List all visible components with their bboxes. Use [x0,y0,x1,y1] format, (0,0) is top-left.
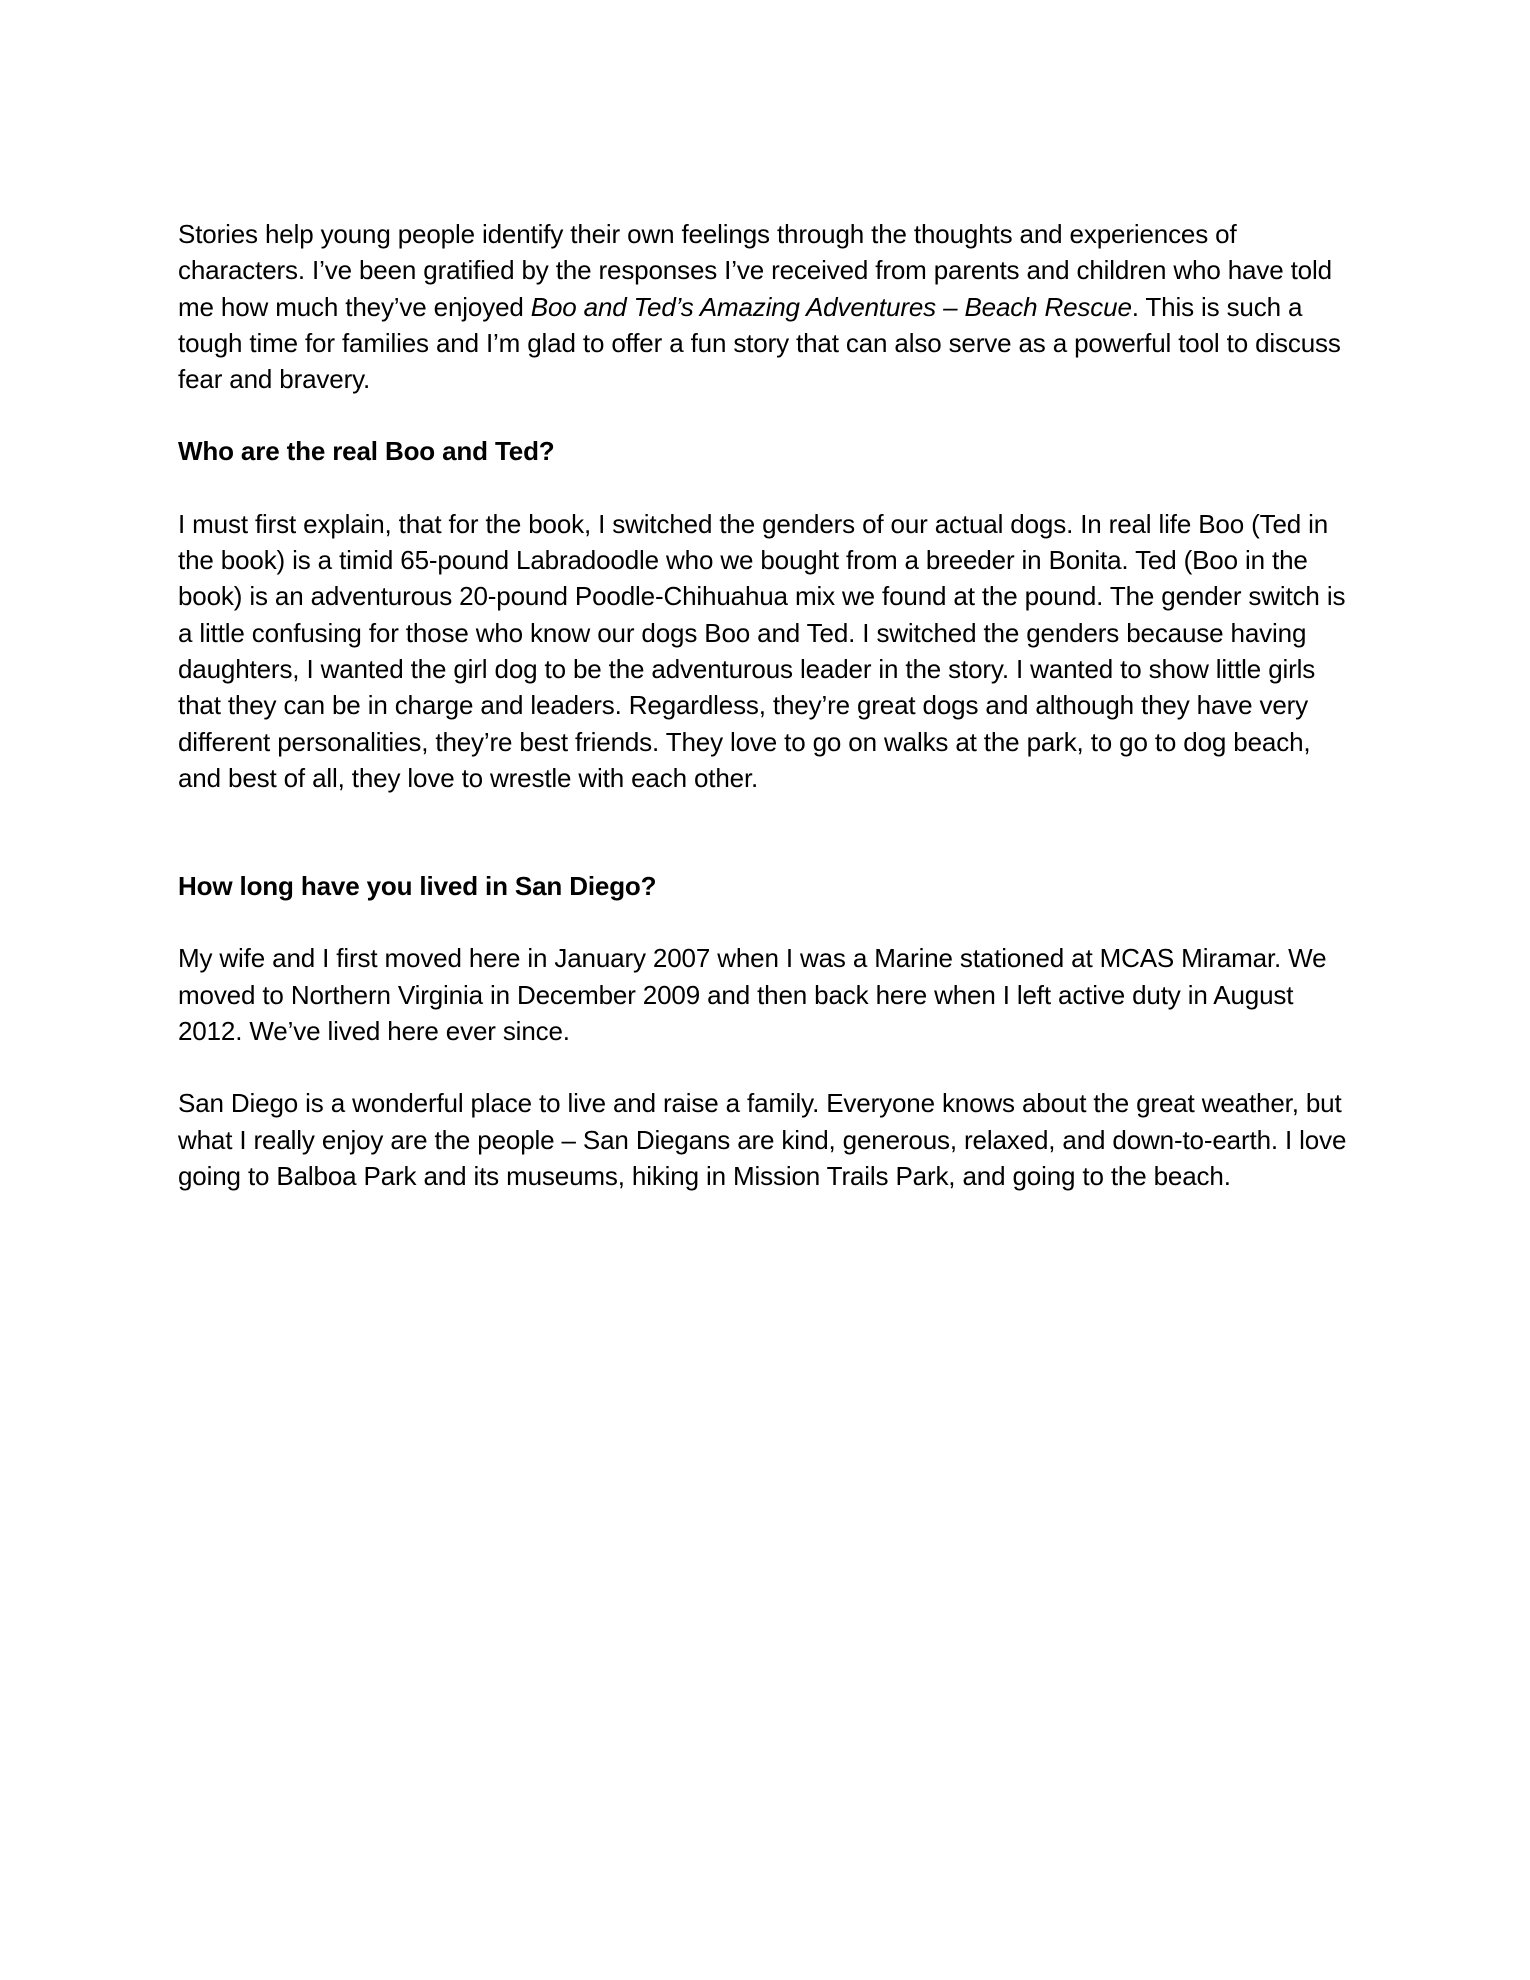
section-body-real-boo-and-ted: I must first explain, that for the book, I switched the genders of our actual dogs. In real life Boo (Ted in the book) is a timid 65-pound Labradoodle who we bought from a breeder in Bonita. Ted (Boo in the book) is an adventurous 20-pound Poodle-Chihuahua mix we found at the pound. The gender switch is a little confusing for those who know our dogs Boo and Ted. I switched the genders because having daughters, I wanted the girl dog to be the adventurous leader in the story. I wanted to show little girls that they can be in charge and leaders. Regardless, they’re great dogs and although they have very different personalities, they’re best friends. They love to go on walks at the park, to go to dog beach, and best of all, they love to wrestle with each other. [178,508,1346,793]
section-body-san-diego-life: San Diego is a wonderful place to live and raise a family. Everyone knows about the great weather, but what I really enjoy are the people – San Diegans are kind, generous, relaxed, and down-to-earth. I love going to Balboa Park and its museums, hiking in Mission Trails Park, and going to the beach. [178,1088,1347,1191]
section-heading-real-boo-and-ted: Who are the real Boo and Ted? [178,436,555,467]
document-page [178,216,1358,1230]
intro-text-end: . This is such a tough time for families and I’m glad to offer a fun story that can also serve as a powerful tool to discuss fear and bravery. [178,291,1341,395]
section-body-san-diego-move: My wife and I first moved here in January 2007 when I was a Marine stationed at MCAS Miramar. We moved to Northern Virginia in December 2009 and then back here when I left active duty in August 2012. We’ve lived here ever since. [178,943,1327,1047]
book-title: Boo and Ted’s Amazing Adventures – Beach Rescue [530,291,1132,322]
intro-text-start: Stories help young people identify their own feelings through the thoughts and experiences of characters. I’ve been gratified by the responses I’ve received from parents and children who have told me how much they’ve enjoyed [178,219,1332,322]
intro-paragraph [178,216,1358,397]
section-heading-san-diego: How long have you lived in San Diego? [178,871,657,902]
